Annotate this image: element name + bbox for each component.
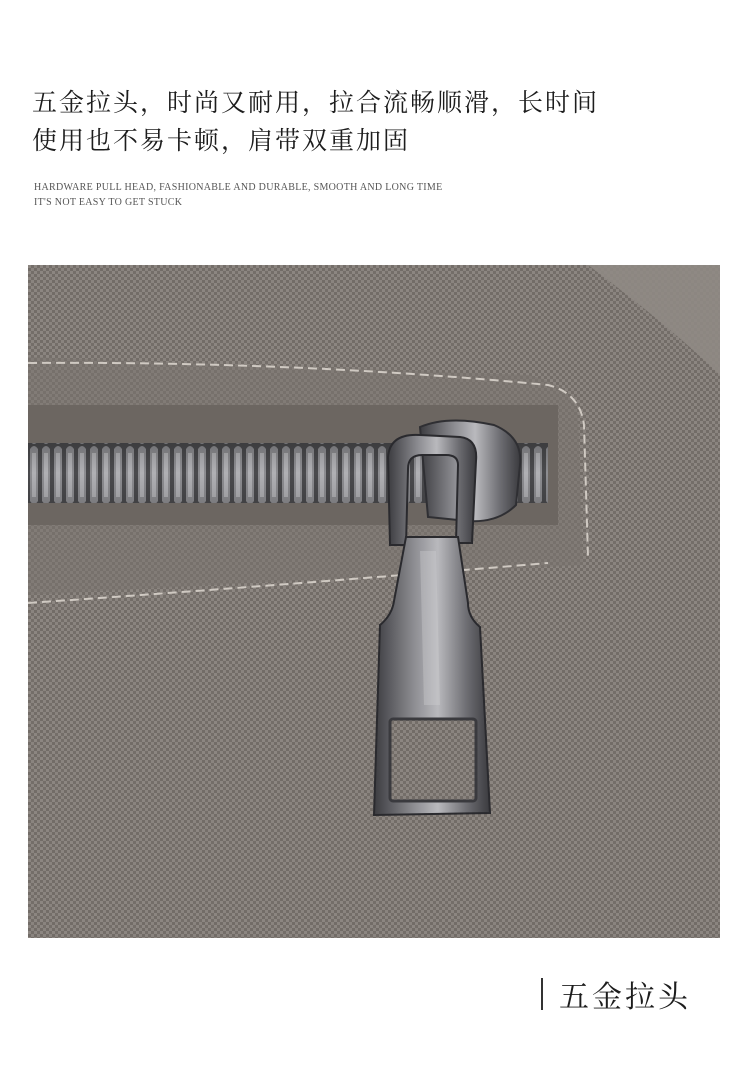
subline-line-1: HARDWARE PULL HEAD, FASHIONABLE AND DURABLE, SMOOTH AND LONG TIME: [34, 182, 443, 193]
subline-line-2: IT'S NOT EASY TO GET STUCK: [34, 197, 183, 208]
zipper-illustration: [28, 265, 720, 938]
headline-line-1: 五金拉头，时尚又耐用，拉合流畅顺滑，长时间: [32, 88, 600, 117]
pull-tab-window: [390, 719, 476, 801]
caption: [541, 972, 691, 1016]
english-subline: [34, 180, 674, 210]
caption-text: 五金拉头: [559, 980, 691, 1015]
zipper-photo: [28, 265, 720, 938]
headline-line-2: 使用也不易卡顿，肩带双重加固: [32, 126, 411, 155]
headline: [32, 84, 712, 160]
caption-divider: [541, 978, 543, 1010]
